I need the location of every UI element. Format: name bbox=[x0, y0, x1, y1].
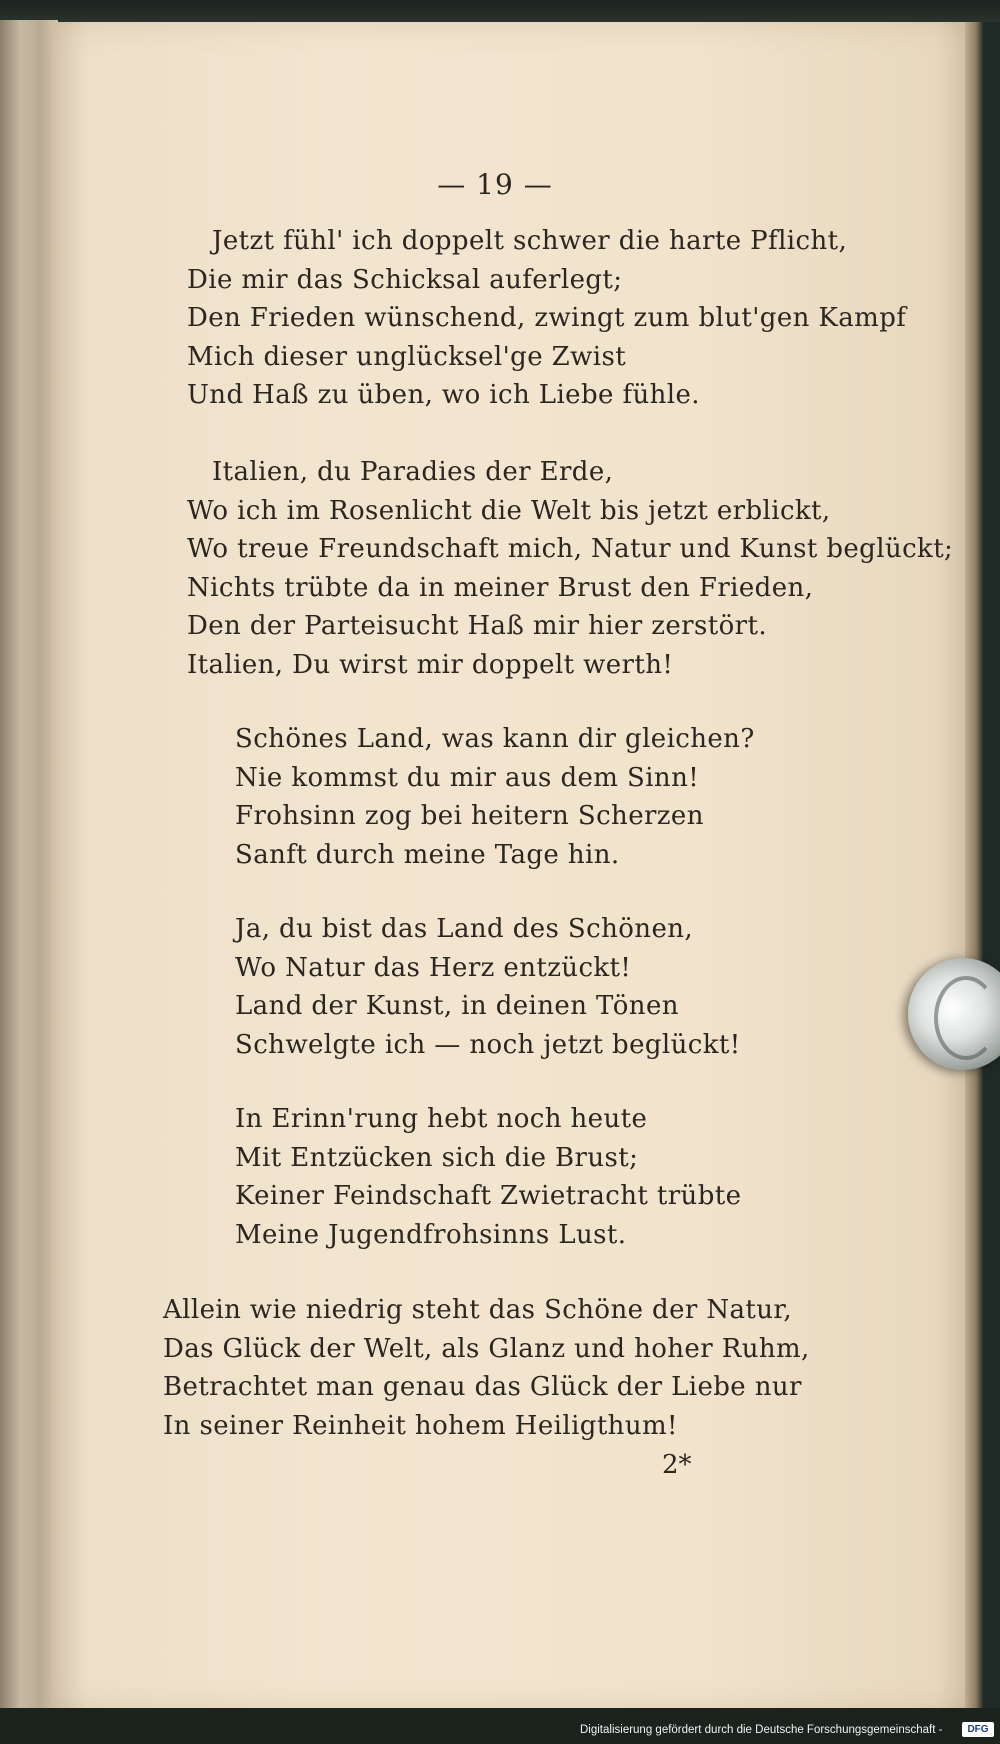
stanza-5 bbox=[235, 1100, 741, 1254]
verse-line: Sanft durch meine Tage hin. bbox=[235, 839, 620, 870]
verse-line: Frohsinn zog bei heitern Scherzen bbox=[235, 801, 704, 831]
verse-line: Den Frieden wünschend, zwingt zum blut'gen Kampf bbox=[187, 303, 907, 333]
verse-line: Wo treue Freundschaft mich, Natur und Kunst beglückt; bbox=[187, 534, 954, 564]
stanza-1 bbox=[187, 222, 907, 415]
verse-line: Wo Natur das Herz entzückt! bbox=[235, 952, 632, 983]
verse-line: Schönes Land, was kann dir gleichen? bbox=[235, 724, 755, 754]
verse-line: Die mir das Schicksal auferlegt; bbox=[187, 264, 623, 295]
signature-mark: 2* bbox=[662, 1450, 692, 1480]
verse-line: Italien, Du wirst mir doppelt werth! bbox=[187, 649, 674, 680]
stanza-4 bbox=[235, 910, 741, 1064]
verse-line: Den der Parteisucht Haß mir hier zerstört. bbox=[187, 611, 767, 641]
page-number: — 19 — bbox=[437, 168, 553, 201]
verse-line: Das Glück der Welt, als Glanz und hoher Ruhm, bbox=[163, 1333, 810, 1364]
verse-line: In Erinn'rung hebt noch heute bbox=[235, 1104, 648, 1134]
verse-line: Nichts trübte da in meiner Brust den Frieden, bbox=[187, 572, 814, 603]
verse-line: Und Haß zu üben, wo ich Liebe fühle. bbox=[187, 380, 700, 410]
stanza-6 bbox=[163, 1291, 810, 1445]
dfg-logo: DFG bbox=[962, 1722, 994, 1737]
verse-line: In seiner Reinheit hohem Heiligthum! bbox=[163, 1410, 678, 1441]
verse-line: Nie kommst du mir aus dem Sinn! bbox=[235, 762, 700, 793]
verse-line: Meine Jugendfrohsinns Lust. bbox=[235, 1219, 627, 1250]
verse-line: Keiner Feindschaft Zwietracht trübte bbox=[235, 1181, 742, 1211]
verse-line: Mich dieser unglücksel'ge Zwist bbox=[187, 341, 627, 372]
digitization-credit: Digitalisierung gefördert durch die Deutsche Forschungsgemeinschaft - bbox=[580, 1724, 943, 1736]
verse-line: Land der Kunst, in deinen Tönen bbox=[235, 991, 679, 1021]
verse-line: Betrachtet man genau das Glück der Liebe nur bbox=[163, 1372, 802, 1402]
stanza-2 bbox=[187, 453, 954, 684]
verse-line: Jetzt fühl' ich doppelt schwer die harte Pflicht, bbox=[212, 226, 848, 256]
verse-line: Schwelgte ich — noch jetzt beglückt! bbox=[235, 1029, 741, 1060]
verse-line: Italien, du Paradies der Erde, bbox=[212, 457, 614, 487]
verse-line: Ja, du bist das Land des Schönen, bbox=[235, 914, 694, 944]
stanza-3 bbox=[235, 720, 755, 874]
verse-line: Wo ich im Rosenlicht die Welt bis jetzt erblickt, bbox=[187, 495, 831, 526]
verse-line: Allein wie niedrig steht das Schöne der Natur, bbox=[163, 1295, 793, 1325]
verse-line: Mit Entzücken sich die Brust; bbox=[235, 1142, 639, 1173]
